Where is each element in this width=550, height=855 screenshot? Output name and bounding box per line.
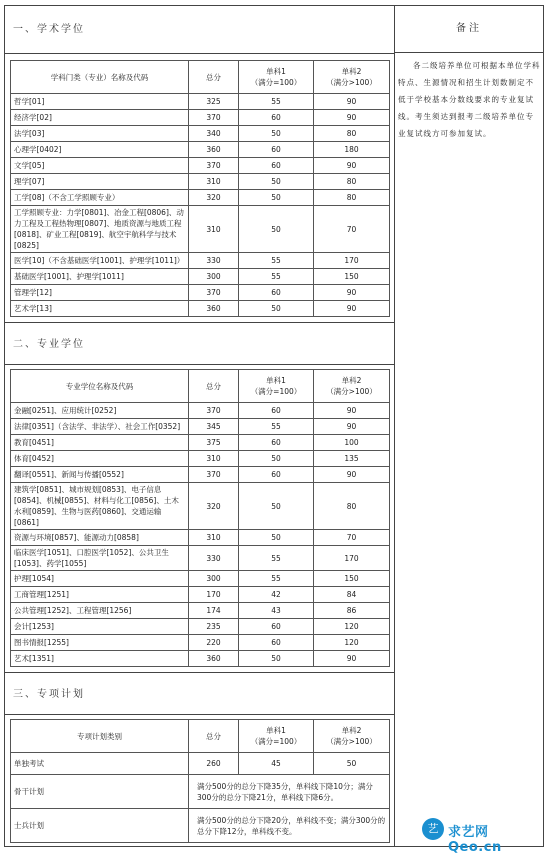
row-name-cell: 心理学[0402] [11,142,189,158]
table-row [11,110,390,126]
single2-cell: 90 [314,94,390,110]
remarks-title: 备注 [395,6,543,53]
table-row [11,483,390,530]
total-cell: 235 [189,619,239,635]
total-cell: 360 [189,301,239,317]
total-cell: 320 [189,483,239,530]
total-cell: 300 [189,571,239,587]
row-name-cell: 哲学[01] [11,94,189,110]
single2-cell: 100 [314,435,390,451]
header-cell: 专项计划类别 [11,720,189,753]
table-row [11,451,390,467]
table-row [11,174,390,190]
header-cell: 单科2 （满分>100） [314,61,390,94]
table-row [11,571,390,587]
single2-cell: 86 [314,603,390,619]
single2-cell: 80 [314,483,390,530]
single2-cell: 70 [314,530,390,546]
total-cell: 330 [189,546,239,571]
single2-cell: 135 [314,451,390,467]
single2-cell: 170 [314,546,390,571]
academic-table [10,60,390,317]
main-column [5,6,394,843]
row-name-cell: 单独考试 [11,753,189,775]
rule-text-cell: 满分500分的总分下降20分，单科线不变；满分300分的总分下降12分，单科线不变。 [189,809,390,843]
table-row [11,587,390,603]
table-row [11,753,390,775]
single2-cell: 90 [314,419,390,435]
table-row [11,651,390,667]
total-cell: 310 [189,206,239,253]
table-row [11,403,390,419]
single2-cell: 150 [314,571,390,587]
single2-cell: 90 [314,403,390,419]
table-row [11,253,390,269]
total-cell: 340 [189,126,239,142]
single1-cell: 50 [239,206,314,253]
single2-cell: 180 [314,142,390,158]
row-name-cell: 文学[05] [11,158,189,174]
single1-cell: 55 [239,546,314,571]
total-cell: 174 [189,603,239,619]
header-cell: 专业学位名称及代码 [11,370,189,403]
single1-cell: 60 [239,142,314,158]
special-table [10,719,390,843]
table-row [11,285,390,301]
row-name-cell: 会计[1253] [11,619,189,635]
table-row [11,269,390,285]
row-name-cell: 经济学[02] [11,110,189,126]
total-cell: 330 [189,253,239,269]
row-name-cell: 工学照顾专业：力学[0801]、冶金工程[0806]、动力工程及工程热物理[0807]、地质资源与地质工程[0818]、矿业工程[0819]、航空宇航科学与技术[0825] [11,206,189,253]
total-cell: 310 [189,451,239,467]
single2-cell: 90 [314,301,390,317]
table-row [11,419,390,435]
single2-cell: 90 [314,467,390,483]
single1-cell: 60 [239,619,314,635]
table-row [11,94,390,110]
single2-cell: 90 [314,285,390,301]
total-cell: 325 [189,94,239,110]
single1-cell: 55 [239,94,314,110]
row-name-cell: 临床医学[1051]、口腔医学[1052]、公共卫生[1053]、药学[1055] [11,546,189,571]
table-row [11,142,390,158]
single1-cell: 55 [239,253,314,269]
table-row [11,206,390,253]
single1-cell: 45 [239,753,314,775]
total-cell: 310 [189,530,239,546]
single2-cell: 150 [314,269,390,285]
total-cell: 360 [189,651,239,667]
single1-cell: 42 [239,587,314,603]
total-cell: 370 [189,467,239,483]
section-academic-title: 一、学术学位 [5,6,394,54]
single2-cell: 120 [314,635,390,651]
table-row [11,809,390,843]
table-row [11,603,390,619]
total-cell: 260 [189,753,239,775]
table-row [11,467,390,483]
rule-text-cell: 满分500分的总分下降35分，单科线下降10分；满分300分的总分下降21分，单科线下降6分。 [189,775,390,809]
logo-mark-icon: 艺 [422,818,444,840]
row-name-cell: 基础医学[1001]、护理学[1011] [11,269,189,285]
column-divider [394,5,395,847]
single1-cell: 50 [239,483,314,530]
table-row [11,158,390,174]
header-cell: 学科门类（专业）名称及代码 [11,61,189,94]
header-cell: 单科2 （满分>100） [314,370,390,403]
single1-cell: 60 [239,403,314,419]
table-row [11,546,390,571]
total-cell: 220 [189,635,239,651]
row-name-cell: 管理学[12] [11,285,189,301]
total-cell: 170 [189,587,239,603]
single1-cell: 55 [239,571,314,587]
single2-cell: 50 [314,753,390,775]
single2-cell: 90 [314,651,390,667]
total-cell: 300 [189,269,239,285]
table-row [11,619,390,635]
row-name-cell: 骨干计划 [11,775,189,809]
row-name-cell: 艺术学[13] [11,301,189,317]
single2-cell: 80 [314,190,390,206]
row-name-cell: 工商管理[1251] [11,587,189,603]
table-row [11,301,390,317]
header-cell: 单科1 （满分=100） [239,61,314,94]
single2-cell: 90 [314,110,390,126]
single1-cell: 50 [239,301,314,317]
total-cell: 370 [189,158,239,174]
row-name-cell: 体育[0452] [11,451,189,467]
single1-cell: 60 [239,467,314,483]
table-row [11,435,390,451]
row-name-cell: 士兵计划 [11,809,189,843]
single1-cell: 50 [239,126,314,142]
row-name-cell: 翻译[0551]、新闻与传播[0552] [11,467,189,483]
single1-cell: 60 [239,110,314,126]
total-cell: 310 [189,174,239,190]
single2-cell: 80 [314,126,390,142]
row-name-cell: 图书情报[1255] [11,635,189,651]
single1-cell: 55 [239,269,314,285]
total-cell: 370 [189,403,239,419]
logo-text: 求艺网Qeo.cn [448,825,502,855]
single2-cell: 80 [314,174,390,190]
header-cell: 单科1 （满分=100） [239,370,314,403]
row-name-cell: 艺术[1351] [11,651,189,667]
single1-cell: 60 [239,285,314,301]
table-row [11,775,390,809]
single1-cell: 50 [239,174,314,190]
total-cell: 320 [189,190,239,206]
total-cell: 360 [189,142,239,158]
total-cell: 375 [189,435,239,451]
single2-cell: 120 [314,619,390,635]
site-logo[interactable] [422,818,542,855]
row-name-cell: 建筑学[0851]、城市规划[0853]、电子信息[0854]、机械[0855]、材料与化工[0856]、土木水利[0859]、生物与医药[0860]、交通运输[0861] [11,483,189,530]
header-cell: 单科1 （满分=100） [239,720,314,753]
header-cell: 总分 [189,370,239,403]
single1-cell: 55 [239,419,314,435]
row-name-cell: 教育[0451] [11,435,189,451]
single1-cell: 50 [239,190,314,206]
total-cell: 345 [189,419,239,435]
table-row [11,530,390,546]
single1-cell: 50 [239,530,314,546]
single2-cell: 84 [314,587,390,603]
section-professional-title: 二、专业学位 [5,322,394,365]
single1-cell: 60 [239,435,314,451]
single1-cell: 43 [239,603,314,619]
row-name-cell: 金融[0251]、应用统计[0252] [11,403,189,419]
section-special-title: 三、专项计划 [5,672,394,715]
row-name-cell: 工学[08]（不含工学照顾专业） [11,190,189,206]
header-cell: 总分 [189,61,239,94]
table-row [11,126,390,142]
total-cell: 370 [189,285,239,301]
header-cell: 单科2 （满分>100） [314,720,390,753]
single2-cell: 70 [314,206,390,253]
single1-cell: 60 [239,158,314,174]
row-name-cell: 资源与环境[0857]、能源动力[0858] [11,530,189,546]
row-name-cell: 法律[0351]（含法学、非法学）、社会工作[0352] [11,419,189,435]
single1-cell: 60 [239,635,314,651]
single2-cell: 170 [314,253,390,269]
row-name-cell: 法学[03] [11,126,189,142]
row-name-cell: 理学[07] [11,174,189,190]
table-row [11,635,390,651]
row-name-cell: 医学[10]（不含基础医学[1001]、护理学[1011]） [11,253,189,269]
header-cell: 总分 [189,720,239,753]
row-name-cell: 护理[1054] [11,571,189,587]
total-cell: 370 [189,110,239,126]
single1-cell: 50 [239,651,314,667]
table-row [11,190,390,206]
single2-cell: 90 [314,158,390,174]
professional-table [10,369,390,667]
row-name-cell: 公共管理[1252]、工程管理[1256] [11,603,189,619]
remarks-text: 各二级培养单位可根据本单位学科特点、生源情况和招生计划数制定不低于学校基本分数线要求的专业复试线。考生须达到报考二级培养单位专业复试线方可参加复试。 [398,61,541,138]
single1-cell: 50 [239,451,314,467]
